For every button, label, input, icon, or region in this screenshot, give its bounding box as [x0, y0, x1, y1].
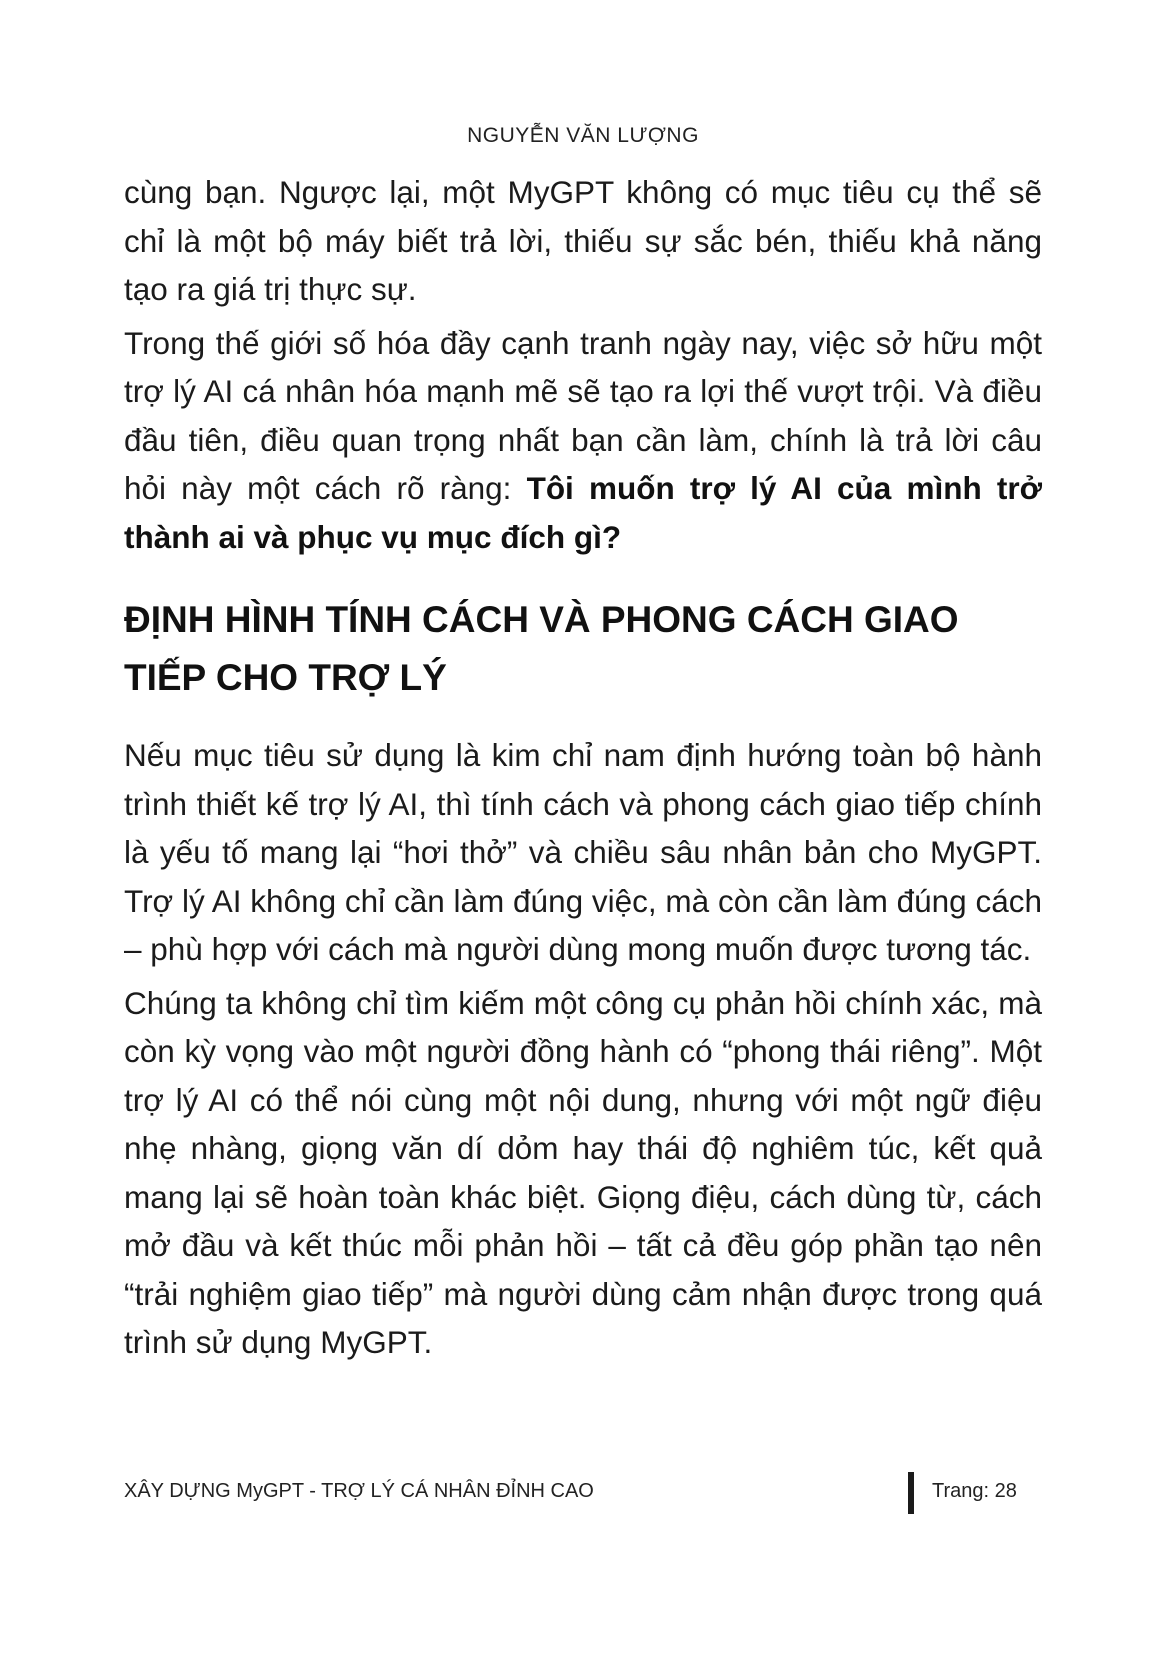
page-content: [124, 168, 1042, 1367]
page-footer: [124, 1478, 1042, 1518]
footer-page-number: Trang: 28: [932, 1480, 1017, 1502]
paragraph-2-bold-question: Tôi muốn trợ lý AI của mình trở thành ai và phục vụ mục đích gì?: [124, 470, 1042, 555]
paragraph-4: Chúng ta không chỉ tìm kiếm một công cụ phản hồi chính xác, mà còn kỳ vọng vào một người đồng hành có “phong thái riêng”. Một trợ lý AI có thể nói cùng một nội dung, nhưng với một ngữ điệu nhẹ nhàng, giọng văn dí dỏm hay thái độ nghiêm túc, kết quả mang lại sẽ hoàn toàn khác biệt. Giọng điệu, cách dùng từ, cách mở đầu và kết thúc mỗi phản hồi – tất cả đều góp phần tạo nên “trải nghiệm giao tiếp” mà người dùng cảm nhận được trong quá trình sử dụng MyGPT.: [124, 984, 1042, 1360]
footer-book-title: XÂY DỰNG MyGPT - TRỢ LÝ CÁ NHÂN ĐỈNH CAO: [124, 1480, 594, 1502]
paragraph-2: [124, 319, 1042, 562]
running-header-author: NGUYỄN VĂN LƯỢNG: [467, 124, 699, 147]
section-heading: ĐỊNH HÌNH TÍNH CÁCH VÀ PHONG CÁCH GIAO TIẾP CHO TRỢ LÝ: [124, 599, 959, 698]
paragraph-2-text: Trong thế giới số hóa đầy cạnh tranh ngày nay, việc sở hữu một trợ lý AI cá nhân hóa mạnh mẽ sẽ tạo ra lợi thế vượt trội. Và điều đầu tiên, điều quan trọng nhất bạn cần làm, chính là trả lời câu hỏi này một cách rõ ràng:: [124, 324, 1042, 506]
footer-divider-bar: [908, 1472, 914, 1514]
paragraph-1: cùng bạn. Ngược lại, một MyGPT không có mục tiêu cụ thể sẽ chỉ là một bộ máy biết trả lời, thiếu sự sắc bén, thiếu khả năng tạo ra giá trị thực sự.: [124, 174, 1042, 307]
paragraph-3: Nếu mục tiêu sử dụng là kim chỉ nam định hướng toàn bộ hành trình thiết kế trợ lý AI, thì tính cách và phong cách giao tiếp chính là yếu tố mang lại “hơi thở” và chiều sâu nhân bản cho MyGPT. Trợ lý AI không chỉ cần làm đúng việc, mà còn cần làm đúng cách – phù hợp với cách mà người dùng mong muốn được tương tác.: [124, 737, 1042, 967]
